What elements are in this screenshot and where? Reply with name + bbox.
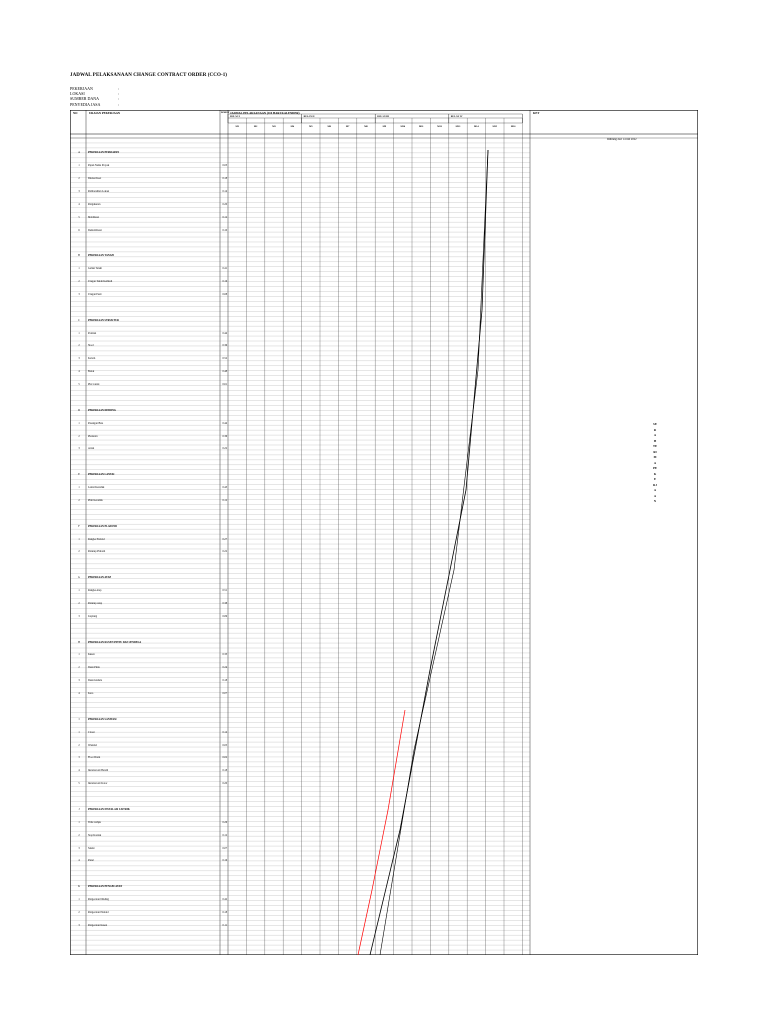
row-number: B bbox=[78, 254, 80, 258]
row-number: I bbox=[78, 717, 80, 721]
row-number: 2 bbox=[78, 344, 80, 348]
row-description: Daun Pintu bbox=[88, 666, 100, 670]
header-week: M5 bbox=[309, 124, 313, 128]
row-number: 3 bbox=[78, 846, 80, 850]
row-description: PEKERJAAN LANTAI bbox=[88, 473, 115, 477]
header-week: M3 bbox=[272, 124, 276, 128]
row-number: 1 bbox=[78, 898, 80, 902]
row-weight: 0.44 bbox=[222, 421, 227, 425]
row-number: 5 bbox=[78, 383, 80, 387]
row-description: PEKERJAAN KUSEN PINTU DAN JENDELA bbox=[88, 640, 142, 644]
row-description: Direksi Keet bbox=[88, 177, 102, 181]
row-weight: 0.43 bbox=[222, 486, 227, 490]
row-number: 3 bbox=[78, 447, 80, 451]
header-week: M9 bbox=[382, 124, 387, 128]
row-number: 4 bbox=[78, 859, 80, 863]
header-week: M13 bbox=[455, 124, 461, 128]
row-description: PEKERJAAN STRUKTUR bbox=[88, 318, 119, 322]
row-weight: 0.41 bbox=[222, 267, 227, 271]
row-weight: 0.07 bbox=[222, 846, 227, 850]
row-number: 2 bbox=[78, 498, 80, 502]
row-description: PEKERJAAN SANITASI bbox=[88, 717, 117, 721]
row-description: Plint Keramik bbox=[88, 498, 103, 502]
row-description: Lisplang bbox=[88, 614, 98, 618]
row-number: 3 bbox=[78, 614, 80, 618]
header-week: M15 bbox=[492, 124, 498, 128]
row-number: 5 bbox=[78, 215, 80, 219]
row-description: Demobilisasi bbox=[88, 228, 102, 232]
row-number: 2 bbox=[78, 910, 80, 914]
row-number: 4 bbox=[78, 202, 80, 206]
row-weight: 0.16 bbox=[222, 859, 227, 863]
row-description: Penutup Plafond bbox=[88, 550, 106, 554]
row-weight: 0.12 bbox=[222, 498, 227, 502]
row-description: Saklar bbox=[88, 846, 95, 850]
row-weight: 0.14 bbox=[222, 189, 227, 193]
row-weight: 0.36 bbox=[222, 344, 227, 348]
row-weight: 0.08 bbox=[222, 292, 227, 296]
row-number: 4 bbox=[78, 692, 80, 696]
meta-separator: : bbox=[118, 91, 120, 97]
header-month: BULAN IV bbox=[450, 114, 463, 118]
meta-label: PENYEDIA JASA bbox=[70, 101, 101, 107]
row-number: 1 bbox=[78, 589, 80, 593]
row-number: H bbox=[78, 640, 80, 644]
row-number: 1 bbox=[78, 730, 80, 734]
row-number: 3 bbox=[78, 189, 80, 193]
schedule-grid bbox=[70, 110, 698, 955]
row-weight: 0.27 bbox=[222, 537, 227, 541]
header-no: NO bbox=[73, 111, 78, 115]
row-weight: 0.16 bbox=[222, 280, 227, 284]
row-weight: 0.14 bbox=[222, 730, 227, 734]
row-weight: 0.22 bbox=[222, 447, 227, 451]
row-description: Galian Tanah bbox=[88, 267, 102, 271]
row-description: Wastafel bbox=[88, 743, 98, 747]
row-weight: 0.12 bbox=[222, 833, 227, 837]
document-title: JADWAL PELAKSANAAN CHANGE CONTRACT ORDER (CCO-1) bbox=[70, 73, 228, 78]
row-description: Mobilisasi bbox=[88, 215, 99, 219]
row-number: 1 bbox=[78, 486, 80, 490]
row-weight: 0.24 bbox=[222, 666, 227, 670]
row-number: 2 bbox=[78, 177, 80, 181]
row-weight: 0.18 bbox=[222, 769, 227, 773]
row-description: PEKERJAAN PERSIAPAN bbox=[88, 151, 120, 155]
row-number: 2 bbox=[78, 743, 80, 747]
header-week: M6 bbox=[327, 124, 331, 128]
row-description: PEKERJAAN ATAP bbox=[88, 576, 112, 580]
row-description: Pengecatan Kusen bbox=[88, 923, 108, 927]
row-number: 3 bbox=[78, 679, 80, 683]
row-description: Instalasi Air Bersih bbox=[88, 769, 109, 773]
row-number: 2 bbox=[78, 666, 80, 670]
row-weight: 0.12 bbox=[222, 215, 227, 219]
row-weight: 0.22 bbox=[222, 550, 227, 554]
handover-note: SERAH TERIMA PEKERJAAN bbox=[653, 422, 658, 503]
row-description: Instalasi Air Kotor bbox=[88, 782, 108, 786]
row-weight: 0.42 bbox=[222, 898, 227, 902]
header-month: BULAN I bbox=[230, 114, 240, 118]
row-description: Sloof bbox=[88, 344, 94, 348]
row-description: Pasangan Bata bbox=[88, 421, 104, 425]
row-number: 2 bbox=[78, 550, 80, 554]
meta-row bbox=[70, 102, 124, 107]
header-week: M4 bbox=[290, 124, 295, 128]
row-description: Panel bbox=[88, 859, 94, 863]
meta-separator: : bbox=[118, 96, 120, 102]
row-number: 1 bbox=[78, 164, 80, 168]
row-weight: 0.18 bbox=[222, 910, 227, 914]
row-weight: 0.26 bbox=[222, 820, 227, 824]
row-description: Urugan Tanah Kembali bbox=[88, 280, 113, 284]
schedule-sheet bbox=[70, 110, 698, 955]
row-weight: 0.52 bbox=[222, 357, 227, 361]
row-number: 6 bbox=[78, 228, 80, 232]
project-meta bbox=[70, 86, 124, 107]
row-weight: 0.36 bbox=[222, 434, 227, 438]
row-number: J bbox=[78, 807, 80, 811]
row-number: C bbox=[78, 318, 80, 322]
row-description: Kaca bbox=[88, 692, 94, 696]
row-number: 3 bbox=[78, 923, 80, 927]
row-description: Pengecatan Plafond bbox=[88, 910, 109, 914]
row-description: Lantai Keramik bbox=[88, 486, 105, 490]
row-weight: 0.33 bbox=[222, 653, 227, 657]
header-jadwal: JADWAL PELAKSANAAN (110 HARI KALENDER) bbox=[230, 110, 300, 115]
row-description: Urugan Pasir bbox=[88, 292, 102, 296]
row-weight: 0.02 bbox=[222, 756, 227, 760]
header-week: M16 bbox=[510, 124, 516, 128]
row-description: Rangka Plafond bbox=[88, 537, 105, 541]
row-weight: 0.03 bbox=[222, 164, 227, 168]
row-weight: 0.18 bbox=[222, 679, 227, 683]
row-weight: 0.48 bbox=[222, 370, 227, 374]
meta-separator: : bbox=[118, 101, 120, 107]
meta-label: PEKERJAAN bbox=[70, 86, 93, 91]
meta-label: LOKASI bbox=[70, 91, 85, 97]
row-number: 3 bbox=[78, 357, 80, 361]
row-number: K bbox=[78, 885, 80, 889]
row-number: 1 bbox=[78, 267, 80, 271]
row-number: 1 bbox=[78, 421, 80, 425]
row-description: Balok bbox=[88, 370, 95, 374]
header-month: BULAN III bbox=[377, 114, 389, 118]
row-description: Rangka Atap bbox=[88, 589, 102, 593]
row-number: 1 bbox=[78, 653, 80, 657]
row-number: 2 bbox=[78, 434, 80, 438]
row-number: F bbox=[78, 524, 80, 528]
row-number: A bbox=[78, 151, 80, 155]
header-ket: KET bbox=[533, 111, 540, 115]
row-description: Kusen bbox=[88, 653, 95, 657]
row-weight: 0.38 bbox=[222, 601, 227, 605]
row-description: Pengukuran bbox=[88, 202, 101, 206]
header-uraian: URAIAN PEKERJAAN bbox=[89, 111, 121, 115]
row-weight: 0.10 bbox=[222, 228, 227, 232]
row-weight: 0.51 bbox=[222, 589, 227, 593]
row-description: PEKERJAAN PENGECATAN bbox=[88, 885, 123, 889]
header-week: M7 bbox=[345, 124, 350, 128]
row-weight: 0.07 bbox=[222, 692, 227, 696]
row-description: Daun Jendela bbox=[88, 679, 103, 683]
row-weight: 0.61 bbox=[222, 383, 227, 387]
row-number: G bbox=[78, 576, 80, 580]
row-weight: 0.20 bbox=[222, 202, 227, 206]
row-description: Pondasi bbox=[88, 331, 97, 335]
row-description: Closet bbox=[88, 730, 95, 734]
row-description: Stop Kontak bbox=[88, 833, 102, 837]
row-description: PEKERJAAN DINDING bbox=[88, 408, 117, 412]
row-number: E bbox=[78, 473, 80, 477]
start-note: Dihitung dari 14 Juli 2022 bbox=[607, 138, 637, 141]
header-week: M11 bbox=[418, 124, 424, 128]
row-number: 3 bbox=[78, 292, 80, 296]
row-number: 2 bbox=[78, 833, 80, 837]
row-weight: 0.18 bbox=[222, 177, 227, 181]
row-description: Floor Drain bbox=[88, 756, 101, 760]
row-weight: 0.09 bbox=[222, 614, 227, 618]
header-month: BULAN II bbox=[303, 114, 315, 118]
row-description: Acian bbox=[88, 447, 95, 451]
meta-separator: : bbox=[118, 86, 120, 91]
header-week: M1 bbox=[235, 124, 239, 128]
row-weight: 0.20 bbox=[222, 782, 227, 786]
row-number: 5 bbox=[78, 782, 80, 786]
row-description: Titik Lampu bbox=[88, 820, 101, 824]
row-number: 2 bbox=[78, 280, 80, 284]
header-bobot: BOBOT bbox=[221, 111, 230, 114]
header-week: M12 bbox=[437, 124, 442, 128]
row-number: D bbox=[78, 408, 80, 412]
row-weight: 0.44 bbox=[222, 331, 227, 335]
header-week: M8 bbox=[364, 124, 368, 128]
row-number: 3 bbox=[78, 756, 80, 760]
row-description: PEKERJAAN INSTALASI LISTRIK bbox=[88, 807, 130, 811]
row-description: Plesteran bbox=[88, 434, 98, 438]
row-description: Kolom bbox=[88, 357, 96, 361]
row-number: 2 bbox=[78, 601, 80, 605]
row-weight: 0.05 bbox=[222, 743, 227, 747]
row-number: 4 bbox=[78, 370, 80, 374]
row-number: 1 bbox=[78, 537, 80, 541]
row-description: Papan Nama Proyek bbox=[88, 164, 110, 168]
row-description: Pengecatan Dinding bbox=[88, 898, 109, 902]
meta-label: SUMBER DANA bbox=[70, 96, 100, 102]
row-description: PEKERJAAN TANAH bbox=[88, 254, 114, 258]
row-number: 1 bbox=[78, 331, 80, 335]
header-week: M14 bbox=[474, 124, 479, 128]
row-description: PEKERJAAN PLAFOND bbox=[88, 524, 118, 528]
row-description: Penutup Atap bbox=[88, 601, 103, 605]
row-description: Plat Lantai bbox=[88, 383, 100, 387]
header-week: M2 bbox=[253, 124, 258, 128]
header-week: M10 bbox=[400, 124, 406, 128]
row-number: 4 bbox=[78, 769, 80, 773]
row-number: 1 bbox=[78, 820, 80, 824]
row-description: Pembersihan Lokasi bbox=[88, 189, 110, 193]
row-weight: 0.11 bbox=[222, 923, 227, 927]
